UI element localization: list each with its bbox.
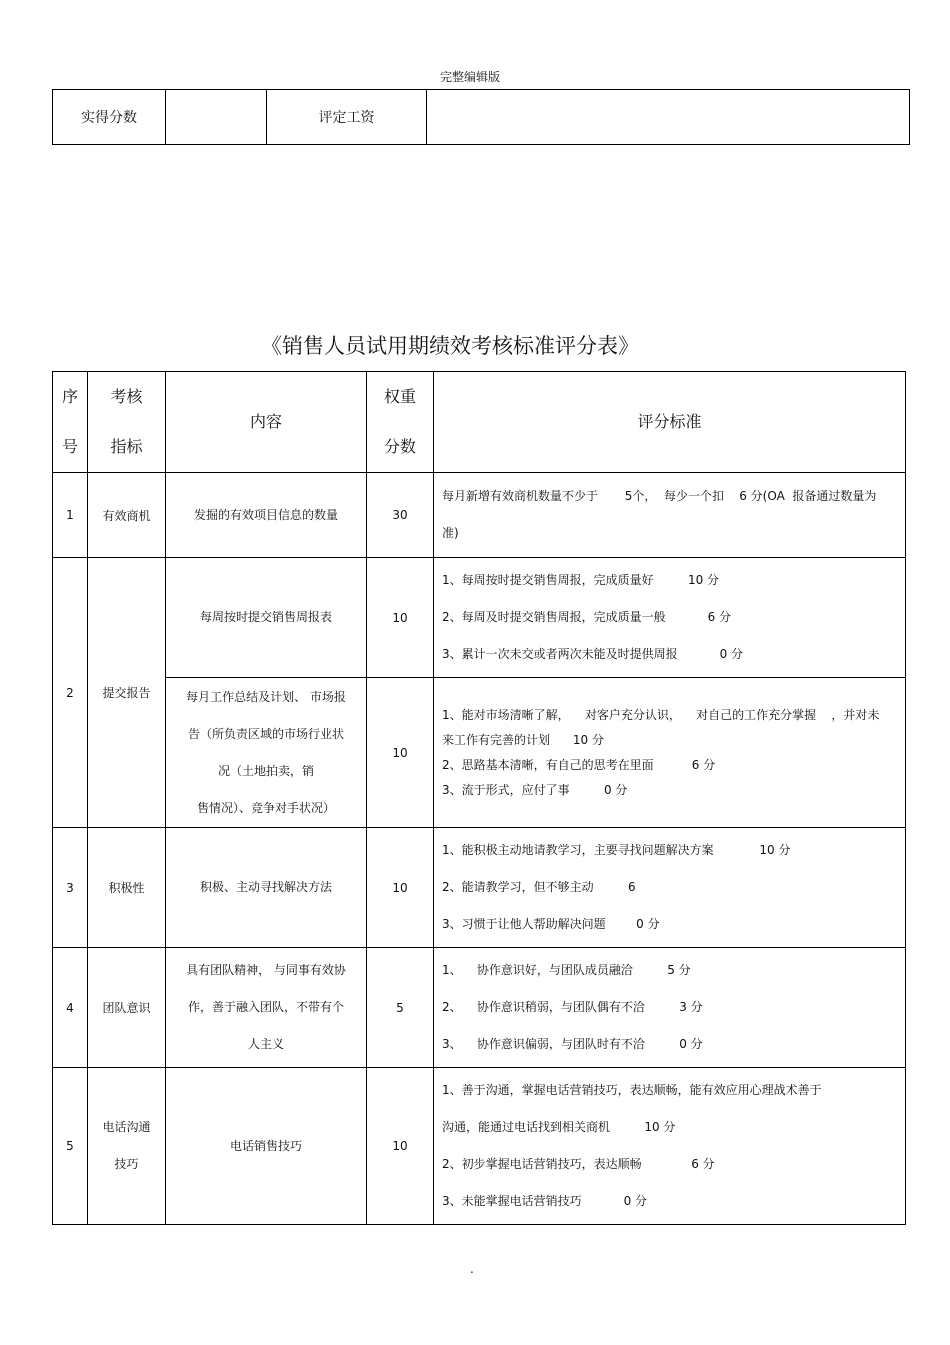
- actual-score-value: [166, 90, 267, 145]
- table-row: [53, 828, 906, 948]
- content-line: 作，善于融入团队，不带有个: [187, 1000, 344, 1014]
- table-row: [53, 1068, 906, 1225]
- row-indicator: 团队意识: [88, 948, 166, 1068]
- content-line: 人主义: [247, 1037, 284, 1051]
- table-row: [53, 678, 906, 828]
- row-indicator: 提交报告: [88, 558, 166, 828]
- column-header-content: 内容: [166, 372, 367, 473]
- criteria-line: 2、能请教学习，但不够主动 6: [442, 880, 636, 894]
- table-row: [53, 473, 906, 558]
- row-indicator: [88, 1068, 166, 1225]
- content-line: 每月工作总结及计划、 市场报: [186, 689, 346, 704]
- footer-mark: .: [470, 1262, 474, 1276]
- criteria-line: 3、习惯于让他人帮助解决问题 0 分: [442, 917, 660, 931]
- table-row: [53, 948, 906, 1068]
- row-index: 5: [53, 1068, 88, 1225]
- row-content: 发掘的有效项目信息的数量: [166, 473, 367, 558]
- row-weight: 10: [367, 1068, 434, 1225]
- table-row: [53, 558, 906, 678]
- row-weight: 10: [367, 828, 434, 948]
- row-weight: 10: [367, 558, 434, 678]
- criteria-line: 沟通，能通过电话找到相关商机 10 分: [442, 1120, 676, 1134]
- row-criteria: [434, 828, 906, 948]
- criteria-line: 准): [442, 526, 459, 540]
- row-weight: 10: [367, 678, 434, 828]
- indicator-line: 技巧: [114, 1157, 139, 1171]
- page-title: 《销售人员试用期绩效考核标准评分表》: [261, 334, 639, 358]
- row-index: 4: [53, 948, 88, 1068]
- content-line: 具有团队精神， 与同事有效协: [186, 963, 346, 977]
- criteria-line: 2、初步掌握电话营销技巧，表达顺畅 6 分: [442, 1157, 715, 1171]
- criteria-line: 3、未能掌握电话营销技巧 0 分: [442, 1194, 648, 1208]
- content-line: 告（所负责区域的市场行业状: [187, 726, 344, 741]
- column-header-indicator: 考核 指标: [88, 372, 166, 473]
- criteria-line: 1、善于沟通，掌握电话营销技巧，表达顺畅，能有效应用心理战术善于: [442, 1083, 822, 1097]
- row-content: 积极、主动寻找解决方法: [166, 828, 367, 948]
- row-criteria: [434, 948, 906, 1068]
- criteria-line: 3、流于形式，应付了事 0 分: [442, 782, 628, 797]
- row-content: [166, 948, 367, 1068]
- criteria-line: 1、能对市场清晰了解， 对客户充分认识， 对自己的工作充分掌握 ，并对未: [442, 707, 880, 722]
- criteria-line: 2、每周及时提交销售周报，完成质量一般 6 分: [442, 610, 732, 624]
- row-criteria: [434, 678, 906, 828]
- row-index: 3: [53, 828, 88, 948]
- row-weight: 30: [367, 473, 434, 558]
- table-header-row: [53, 372, 906, 473]
- content-line: 况（土地拍卖，销: [217, 763, 314, 778]
- content-line: 售情况）、竞争对手状况）: [196, 800, 335, 815]
- row-content: 每周按时提交销售周报表: [166, 558, 367, 678]
- criteria-line: 3、累计一次未交或者两次未能及时提供周报 0 分: [442, 647, 744, 661]
- actual-score-label: 实得分数: [53, 90, 166, 145]
- criteria-line: 来工作有完善的计划 10 分: [442, 732, 604, 747]
- column-header-criteria: 评分标准: [434, 372, 906, 473]
- criteria-line: 1、 协作意识好，与团队成员融洽 5 分: [442, 963, 691, 977]
- column-header-weight: 权重 分数: [367, 372, 434, 473]
- row-criteria: [434, 558, 906, 678]
- row-content: 电话销售技巧: [166, 1068, 367, 1225]
- scoring-table: [52, 371, 906, 1225]
- salary-value: [427, 90, 910, 145]
- column-header-index: 序 号: [53, 372, 88, 473]
- criteria-line: 1、能积极主动地请教学习，主要寻找问题解决方案 10 分: [442, 843, 791, 857]
- row-criteria: [434, 1068, 906, 1225]
- row-index: 1: [53, 473, 88, 558]
- row-index: 2: [53, 558, 88, 828]
- criteria-line: 1、每周按时提交销售周报，完成质量好 10 分: [442, 573, 720, 587]
- criteria-line: 每月新增有效商机数量不少于 5个， 每少一个扣 6 分(OA 报备通过数量为: [442, 489, 877, 503]
- indicator-line: 电话沟通: [102, 1120, 151, 1134]
- row-criteria: [434, 473, 906, 558]
- salary-label: 评定工资: [267, 90, 427, 145]
- row-weight: 5: [367, 948, 434, 1068]
- criteria-line: 3、 协作意识偏弱，与团队时有不洽 0 分: [442, 1037, 703, 1051]
- row-indicator: 有效商机: [88, 473, 166, 558]
- summary-row: [53, 90, 910, 145]
- criteria-line: 2、 协作意识稍弱，与团队偶有不洽 3 分: [442, 1000, 703, 1014]
- summary-table: [52, 89, 910, 145]
- header-note: 完整编辑版: [439, 70, 500, 84]
- row-content: [166, 678, 367, 828]
- row-indicator: 积极性: [88, 828, 166, 948]
- criteria-line: 2、思路基本清晰，有自己的思考在里面 6 分: [442, 757, 716, 772]
